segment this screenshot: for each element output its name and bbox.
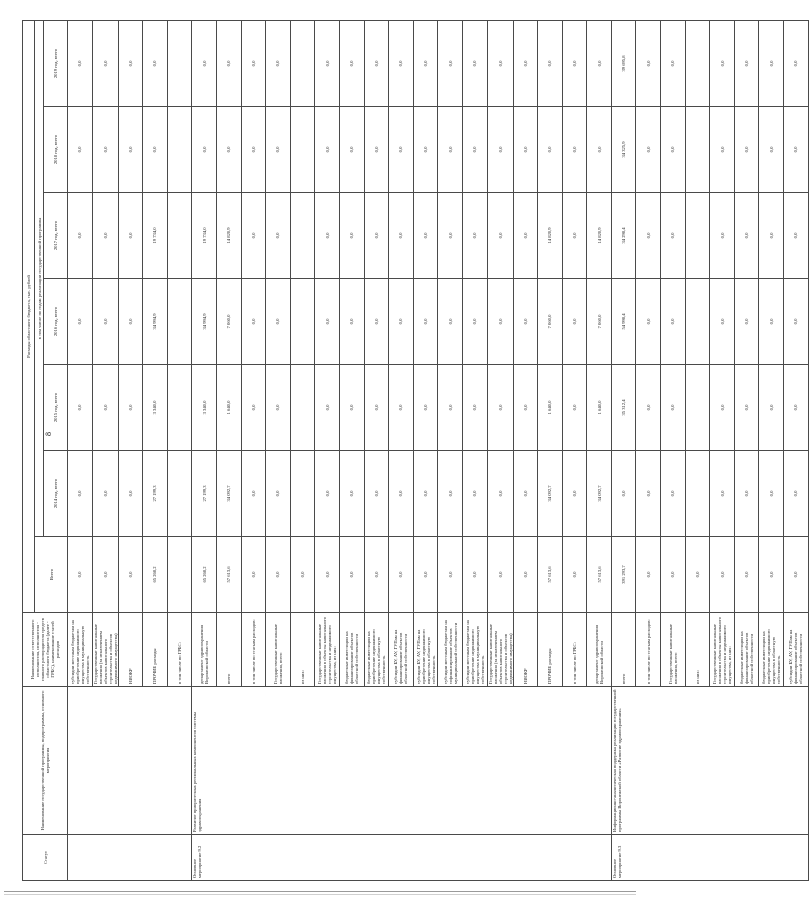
- year-value-cell: 0,0: [216, 20, 241, 106]
- year-value-cell: 0,0: [118, 365, 143, 451]
- expense-label-cell: из них:: [685, 613, 710, 687]
- total-value-cell: 0,0: [339, 537, 364, 613]
- year-value-cell: 0,0: [315, 107, 340, 193]
- year-value-cell: 0,0: [661, 107, 686, 193]
- year-value-cell: 0,0: [118, 193, 143, 279]
- year-value-cell: 1 640,0: [216, 365, 241, 451]
- header-year: 2016 год, всего: [44, 279, 68, 365]
- year-value-cell: 27 199,3: [192, 451, 217, 537]
- year-value-cell: 0,0: [216, 107, 241, 193]
- year-value-cell: 0,0: [438, 20, 463, 106]
- scan-edge-line: [4, 894, 636, 895]
- year-value-cell: 0,0: [462, 107, 487, 193]
- expense-label-cell: Государственные капитальные вложения в объекты капитального строительства и недвижимого имущества, из них:: [315, 613, 340, 687]
- year-value-cell: 34 092,7: [216, 451, 241, 537]
- year-value-cell: 3 340,0: [192, 365, 217, 451]
- year-value-cell: 0,0: [266, 107, 291, 193]
- total-value-cell: 57 613,6: [538, 537, 563, 613]
- status-cell: [68, 835, 192, 881]
- year-value-cell: 0,0: [562, 365, 587, 451]
- year-value-cell: [685, 451, 710, 537]
- year-value-cell: 0,0: [636, 193, 661, 279]
- rotated-table-container: [22, 21, 804, 881]
- table-body: [68, 20, 809, 880]
- year-value-cell: 0,0: [562, 20, 587, 106]
- year-value-cell: 0,0: [143, 107, 168, 193]
- year-value-cell: 0,0: [143, 20, 168, 106]
- expense-label-cell: в том числе по ГРБС:: [167, 613, 192, 687]
- year-value-cell: 0,0: [710, 279, 735, 365]
- year-value-cell: 34 092,7: [538, 451, 563, 537]
- total-value-cell: 57 613,6: [216, 537, 241, 613]
- year-value-cell: 0,0: [661, 279, 686, 365]
- total-value-cell: 0,0: [513, 537, 538, 613]
- year-value-cell: 1 640,0: [587, 365, 612, 451]
- expense-label-cell: в том числе по статьям расходов:: [241, 613, 266, 687]
- total-value-cell: 0,0: [92, 537, 118, 613]
- year-value-cell: 0,0: [315, 20, 340, 106]
- year-value-cell: 14 820,9: [538, 193, 563, 279]
- year-value-cell: 0,0: [784, 279, 809, 365]
- year-value-cell: 0,0: [241, 279, 266, 365]
- year-value-cell: 0,0: [413, 20, 438, 106]
- year-value-cell: 0,0: [513, 451, 538, 537]
- expense-label-cell: ПРОЧИЕ расходы: [143, 613, 168, 687]
- year-value-cell: 0,0: [438, 107, 463, 193]
- year-value-cell: 0,0: [364, 193, 389, 279]
- year-value-cell: 0,0: [266, 279, 291, 365]
- year-value-cell: 0,0: [487, 193, 513, 279]
- header-year: 2019 год, всего: [44, 20, 68, 106]
- year-value-cell: 0,0: [241, 451, 266, 537]
- year-value-cell: 0,0: [784, 20, 809, 106]
- total-value-cell: 0,0: [487, 537, 513, 613]
- expense-label-cell: всего: [216, 613, 241, 687]
- year-value-cell: 0,0: [513, 20, 538, 106]
- year-value-cell: 19 734,0: [192, 193, 217, 279]
- header-year: 2014 год, всего: [44, 451, 68, 537]
- header-responsible: Наименование ответственного исполнителя, исполнителя - главного распорядителя средств областного бюджета (далее - ГРБС), наименование статей расходов: [23, 613, 68, 687]
- year-value-cell: 0,0: [339, 193, 364, 279]
- year-value-cell: 0,0: [364, 279, 389, 365]
- total-value-cell: 57 613,6: [587, 537, 612, 613]
- year-value-cell: 0,0: [513, 193, 538, 279]
- year-value-cell: 0,0: [413, 193, 438, 279]
- year-value-cell: 0,0: [759, 20, 784, 106]
- total-value-cell: 0,0: [266, 537, 291, 613]
- expense-label-cell: бюджетные инвестиции на финансирование объектов областной собственности: [339, 613, 364, 687]
- year-value-cell: 19 734,0: [143, 193, 168, 279]
- year-value-cell: 0,0: [538, 107, 563, 193]
- year-value-cell: 0,0: [710, 193, 735, 279]
- year-value-cell: 1 640,0: [538, 365, 563, 451]
- year-value-cell: 0,0: [587, 20, 612, 106]
- year-value-cell: 0,0: [339, 279, 364, 365]
- year-value-cell: [290, 193, 315, 279]
- year-value-cell: 0,0: [487, 107, 513, 193]
- year-value-cell: 0,0: [389, 193, 414, 279]
- total-value-cell: 0,0: [710, 537, 735, 613]
- program-name-cell: Развитие приоритетных региональных компонентов системы здравоохранения: [192, 687, 612, 835]
- year-value-cell: 0,0: [636, 451, 661, 537]
- year-value-cell: 0,0: [241, 365, 266, 451]
- total-value-cell: 0,0: [562, 537, 587, 613]
- year-value-cell: 0,0: [462, 193, 487, 279]
- year-value-cell: [167, 451, 192, 537]
- year-value-cell: 7 060,0: [587, 279, 612, 365]
- year-value-cell: 0,0: [587, 107, 612, 193]
- year-value-cell: 0,0: [339, 451, 364, 537]
- year-value-cell: 0,0: [487, 365, 513, 451]
- year-value-cell: 0,0: [438, 279, 463, 365]
- year-value-cell: 35 312,4: [611, 365, 636, 451]
- year-value-cell: 34 994,9: [192, 279, 217, 365]
- year-value-cell: 0,0: [513, 107, 538, 193]
- total-value-cell: 0,0: [438, 537, 463, 613]
- year-value-cell: 0,0: [513, 279, 538, 365]
- year-value-cell: 0,0: [710, 20, 735, 106]
- total-value-cell: [167, 537, 192, 613]
- year-value-cell: 0,0: [241, 20, 266, 106]
- expense-label-cell: департамент здравоохранения Воронежской области: [587, 613, 612, 687]
- expense-label-cell: Государственные капитальные вложения (за исключением объектов капитального строительства и объектов недвижимого имущества): [92, 613, 118, 687]
- table-header: [23, 20, 68, 880]
- expense-label-cell: ПРОЧИЕ расходы: [538, 613, 563, 687]
- total-value-cell: 0,0: [734, 537, 759, 613]
- total-value-cell: 0,0: [759, 537, 784, 613]
- year-value-cell: 0,0: [661, 20, 686, 106]
- year-value-cell: 0,0: [538, 20, 563, 106]
- year-value-cell: 0,0: [192, 107, 217, 193]
- year-value-cell: 0,0: [734, 451, 759, 537]
- expense-label-cell: из них:: [290, 613, 315, 687]
- year-value-cell: 7 060,0: [216, 279, 241, 365]
- year-value-cell: 0,0: [759, 365, 784, 451]
- year-value-cell: 0,0: [339, 20, 364, 106]
- year-value-cell: 0,0: [759, 451, 784, 537]
- year-value-cell: 0,0: [438, 193, 463, 279]
- year-value-cell: 0,0: [487, 451, 513, 537]
- year-value-cell: 54 998,4: [611, 279, 636, 365]
- scan-edge-line: [4, 891, 636, 892]
- year-value-cell: 0,0: [784, 193, 809, 279]
- expense-label-cell: субсидии местным бюджетам на приобретение недвижимого имущества в муниципальную собственность: [68, 613, 93, 687]
- year-value-cell: 0,0: [266, 451, 291, 537]
- year-value-cell: [290, 451, 315, 537]
- year-value-cell: 0,0: [389, 20, 414, 106]
- year-value-cell: 0,0: [315, 193, 340, 279]
- year-value-cell: 0,0: [734, 279, 759, 365]
- year-value-cell: 34 994,9: [143, 279, 168, 365]
- year-value-cell: 0,0: [562, 451, 587, 537]
- total-value-cell: 0,0: [118, 537, 143, 613]
- year-value-cell: 0,0: [487, 279, 513, 365]
- year-value-cell: 0,0: [92, 107, 118, 193]
- year-value-cell: [290, 107, 315, 193]
- year-value-cell: 0,0: [92, 193, 118, 279]
- year-value-cell: 0,0: [364, 365, 389, 451]
- expense-label-cell: бюджетные инвестиции на приобретение недвижимого имущества в областную собственность: [364, 613, 389, 687]
- year-value-cell: [167, 365, 192, 451]
- year-value-cell: 0,0: [364, 107, 389, 193]
- year-value-cell: 0,0: [438, 451, 463, 537]
- year-value-cell: 0,0: [734, 365, 759, 451]
- year-value-cell: 0,0: [562, 279, 587, 365]
- expense-label-cell: субсидии местным бюджетам на приобретение недвижимого имущества в муниципальную собственность: [462, 613, 487, 687]
- total-value-cell: 0,0: [68, 537, 93, 613]
- year-value-cell: 0,0: [92, 20, 118, 106]
- year-value-cell: 0,0: [462, 365, 487, 451]
- expense-label-cell: субсидии БУ, АУ, ГУПам на финансирование объектов областной собственности: [389, 613, 414, 687]
- year-value-cell: 0,0: [462, 279, 487, 365]
- year-value-cell: 0,0: [413, 107, 438, 193]
- total-value-cell: 0,0: [462, 537, 487, 613]
- year-value-cell: 0,0: [661, 451, 686, 537]
- year-value-cell: 0,0: [118, 279, 143, 365]
- year-value-cell: 0,0: [462, 451, 487, 537]
- year-value-cell: 0,0: [68, 20, 93, 106]
- total-value-cell: 0,0: [389, 537, 414, 613]
- year-value-cell: 39 695,8: [611, 20, 636, 106]
- year-value-cell: 0,0: [438, 365, 463, 451]
- year-value-cell: 0,0: [710, 365, 735, 451]
- year-value-cell: 0,0: [339, 107, 364, 193]
- year-value-cell: 27 199,3: [143, 451, 168, 537]
- year-value-cell: 0,0: [759, 193, 784, 279]
- year-value-cell: 0,0: [241, 107, 266, 193]
- year-value-cell: 0,0: [784, 107, 809, 193]
- year-value-cell: 0,0: [636, 279, 661, 365]
- year-value-cell: 0,0: [389, 107, 414, 193]
- header-year: 2017 год, всего: [44, 193, 68, 279]
- year-value-cell: [167, 20, 192, 106]
- status-cell: Основное мероприятие 9.3: [611, 835, 808, 881]
- year-value-cell: [685, 193, 710, 279]
- budget-table: [22, 20, 809, 881]
- table-row: [68, 20, 93, 880]
- year-value-cell: 0,0: [710, 451, 735, 537]
- expense-label-cell: в том числе по статьям расходов:: [636, 613, 661, 687]
- header-year: 2015 год, всего: [44, 365, 68, 451]
- year-value-cell: 0,0: [241, 193, 266, 279]
- year-value-cell: [167, 193, 192, 279]
- total-value-cell: 65 268,2: [192, 537, 217, 613]
- total-value-cell: 65 268,2: [143, 537, 168, 613]
- total-value-cell: 0,0: [290, 537, 315, 613]
- year-value-cell: 0,0: [315, 451, 340, 537]
- expense-label-cell: субсидии местным бюджетам на софинансирование объектов муниципальной собственности: [438, 613, 463, 687]
- total-value-cell: 391 293,7: [611, 537, 636, 613]
- page-number: 8: [44, 432, 53, 436]
- year-value-cell: 0,0: [68, 365, 93, 451]
- year-value-cell: 0,0: [487, 20, 513, 106]
- total-value-cell: 0,0: [315, 537, 340, 613]
- expense-label-cell: Государственные капитальные вложения (за исключением объектов капитального строительства и объектов недвижимого имущества): [487, 613, 513, 687]
- year-value-cell: 0,0: [68, 451, 93, 537]
- year-value-cell: 0,0: [389, 279, 414, 365]
- expense-label-cell: бюджетные инвестиции на финансирование объектов областной собственности: [734, 613, 759, 687]
- year-value-cell: 0,0: [315, 365, 340, 451]
- expense-label-cell: Государственные капитальные вложения, всего: [661, 613, 686, 687]
- year-value-cell: 0,0: [611, 451, 636, 537]
- header-years-caption: в том числе по годам реализации государственной программы: [35, 20, 44, 536]
- total-value-cell: 0,0: [364, 537, 389, 613]
- year-value-cell: 0,0: [562, 107, 587, 193]
- year-value-cell: 0,0: [661, 193, 686, 279]
- year-value-cell: 0,0: [68, 193, 93, 279]
- status-cell: Основное мероприятие 9.2: [192, 835, 612, 881]
- header-total: Всего: [35, 537, 68, 613]
- year-value-cell: 0,0: [784, 451, 809, 537]
- expense-label-cell: субсидии БУ, АУ, ГУПам на приобретение недвижимого имущества в областную собственность: [413, 613, 438, 687]
- header-expenses-title: Расходы областного бюджета, тыс. рублей: [23, 20, 35, 612]
- year-value-cell: 0,0: [734, 193, 759, 279]
- year-value-cell: 0,0: [562, 193, 587, 279]
- table-row: [611, 20, 636, 880]
- expense-label-cell: Государственные капитальные вложения, всего: [266, 613, 291, 687]
- expense-label-cell: Государственные капитальные вложения в объекты капитального строительства и недвижимого имущества, из них:: [710, 613, 735, 687]
- year-value-cell: 0,0: [118, 451, 143, 537]
- year-value-cell: 0,0: [68, 279, 93, 365]
- year-value-cell: 0,0: [413, 365, 438, 451]
- year-value-cell: 0,0: [266, 365, 291, 451]
- year-value-cell: [685, 20, 710, 106]
- year-value-cell: 0,0: [759, 107, 784, 193]
- year-value-cell: 0,0: [462, 20, 487, 106]
- total-value-cell: 0,0: [784, 537, 809, 613]
- year-value-cell: [290, 365, 315, 451]
- year-value-cell: 0,0: [784, 365, 809, 451]
- year-value-cell: 0,0: [413, 451, 438, 537]
- year-value-cell: 34 325,9: [611, 107, 636, 193]
- year-value-cell: 34 092,7: [587, 451, 612, 537]
- header-program-name: Наименование государственной программы, подпрограммы, основного мероприятия: [23, 687, 68, 835]
- year-value-cell: 0,0: [661, 365, 686, 451]
- expense-label-cell: в том числе по ГРБС:: [562, 613, 587, 687]
- year-value-cell: 0,0: [710, 107, 735, 193]
- year-value-cell: 3 340,0: [143, 365, 168, 451]
- year-value-cell: 0,0: [118, 20, 143, 106]
- expense-label-cell: НИОКР: [513, 613, 538, 687]
- year-value-cell: 0,0: [734, 20, 759, 106]
- year-value-cell: 0,0: [68, 107, 93, 193]
- header-status: Статус: [23, 835, 68, 881]
- year-value-cell: 14 820,9: [216, 193, 241, 279]
- total-value-cell: 0,0: [636, 537, 661, 613]
- year-value-cell: 0,0: [734, 107, 759, 193]
- expense-label-cell: всего: [611, 613, 636, 687]
- year-value-cell: 0,0: [92, 365, 118, 451]
- year-value-cell: 0,0: [389, 365, 414, 451]
- header-year: 2018 год, всего: [44, 107, 68, 193]
- year-value-cell: [685, 107, 710, 193]
- year-value-cell: 34 298,4: [611, 193, 636, 279]
- year-value-cell: 0,0: [636, 107, 661, 193]
- total-value-cell: 0,0: [685, 537, 710, 613]
- year-value-cell: 14 820,9: [587, 193, 612, 279]
- year-value-cell: 0,0: [266, 20, 291, 106]
- year-value-cell: 0,0: [315, 279, 340, 365]
- expense-label-cell: департамент здравоохранения Воронежской области: [192, 613, 217, 687]
- year-value-cell: [290, 279, 315, 365]
- year-value-cell: 0,0: [266, 193, 291, 279]
- table-row: [192, 20, 217, 880]
- program-name-cell: [68, 687, 192, 835]
- total-value-cell: 0,0: [413, 537, 438, 613]
- total-value-cell: 0,0: [661, 537, 686, 613]
- year-value-cell: 0,0: [92, 451, 118, 537]
- year-value-cell: [167, 279, 192, 365]
- expense-label-cell: субсидии БУ, АУ, ГУПам на финансирование объектов областной собственности: [784, 613, 809, 687]
- expense-label-cell: бюджетные инвестиции на приобретение недвижимого имущества в областную собственность: [759, 613, 784, 687]
- year-value-cell: 0,0: [513, 365, 538, 451]
- year-value-cell: [290, 20, 315, 106]
- program-name-cell: Информационно-аналитическая поддержка реализации государственной программы Воронежской области «Развитие здравоохранения»: [611, 687, 808, 835]
- year-value-cell: [685, 365, 710, 451]
- year-value-cell: 7 060,0: [538, 279, 563, 365]
- year-value-cell: 0,0: [759, 279, 784, 365]
- expense-label-cell: НИОКР: [118, 613, 143, 687]
- year-value-cell: 0,0: [364, 20, 389, 106]
- year-value-cell: 0,0: [413, 279, 438, 365]
- year-value-cell: [685, 279, 710, 365]
- total-value-cell: 0,0: [241, 537, 266, 613]
- year-value-cell: 0,0: [636, 20, 661, 106]
- year-value-cell: 0,0: [339, 365, 364, 451]
- year-value-cell: 0,0: [364, 451, 389, 537]
- year-value-cell: 0,0: [118, 107, 143, 193]
- year-value-cell: [167, 107, 192, 193]
- year-value-cell: 0,0: [92, 279, 118, 365]
- year-value-cell: 0,0: [636, 365, 661, 451]
- year-value-cell: 0,0: [389, 451, 414, 537]
- year-value-cell: 0,0: [192, 20, 217, 106]
